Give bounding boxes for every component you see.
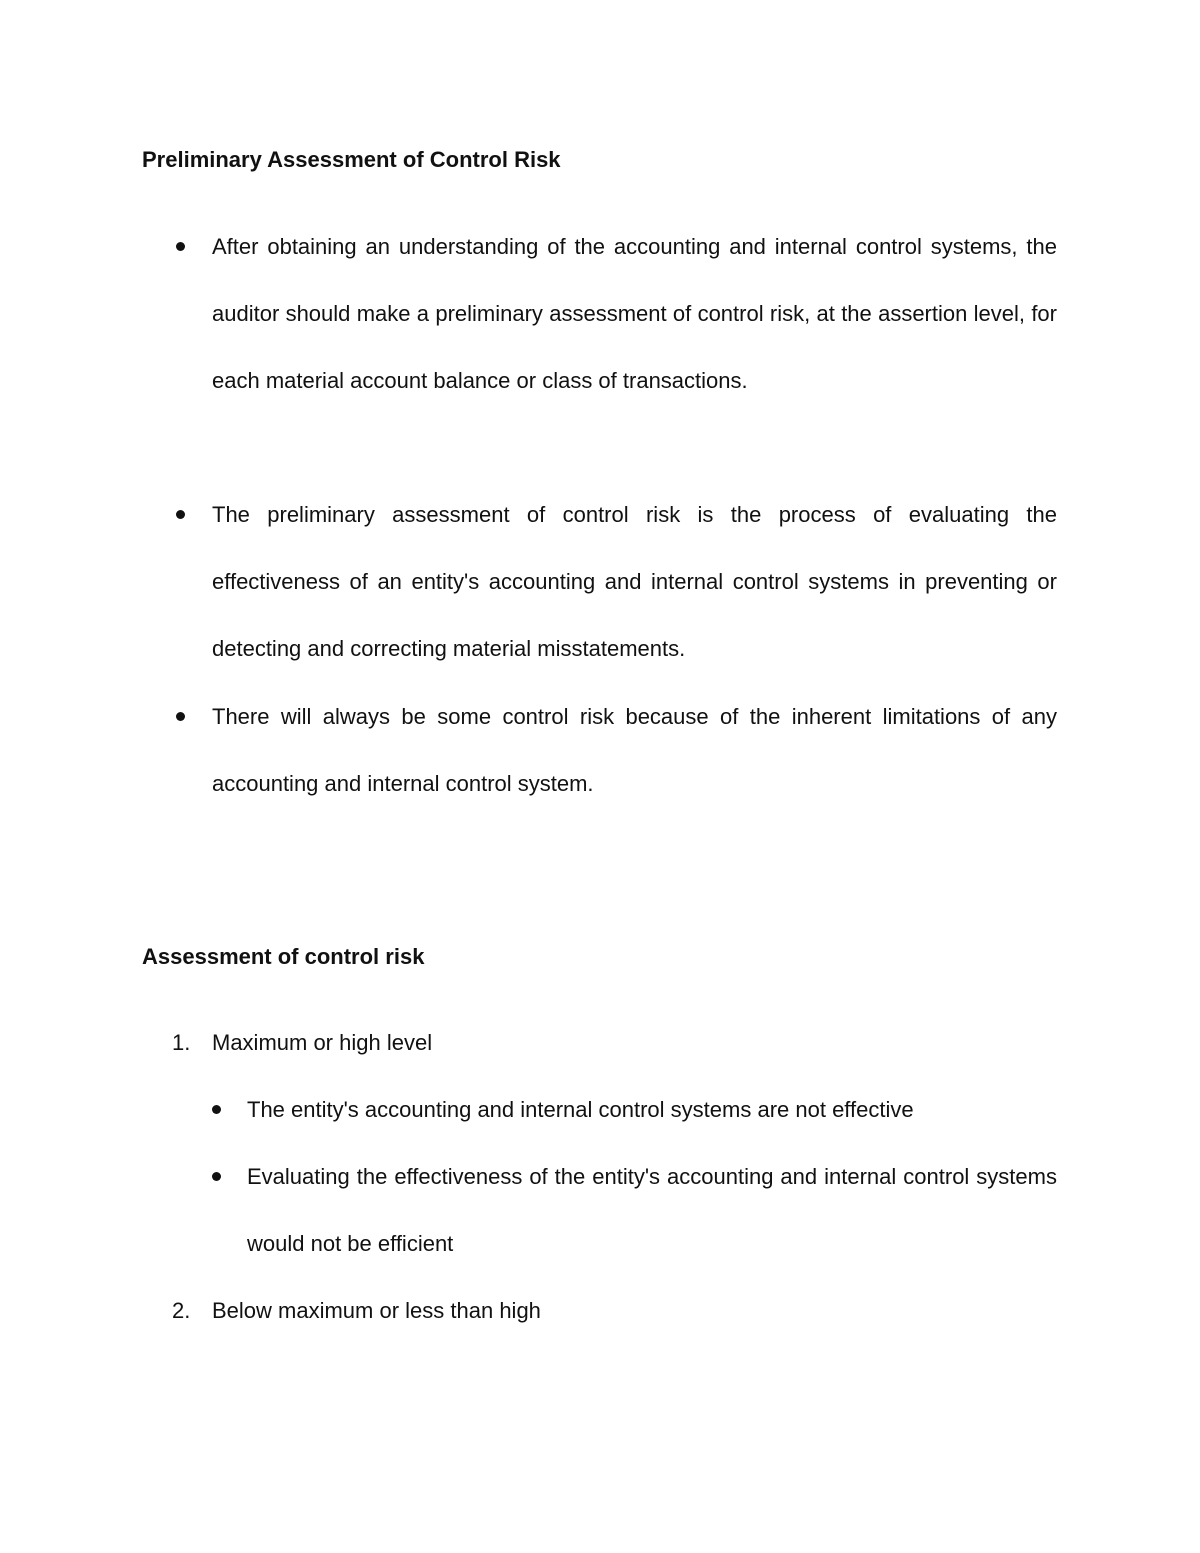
bullet-icon [176,712,185,721]
list-item: The preliminary assessment of control risk is the process of evaluating the effectiveness of an entity's accounting and internal control systems in preventing or detecting and correcting material misstatements. [212,502,1057,661]
list-number: 2. [172,1298,191,1323]
level-label: Below maximum or less than high [212,1298,541,1323]
list-number: 1. [172,1030,191,1055]
bullet-icon [176,510,185,519]
bullet-icon [212,1172,221,1181]
level-label: Maximum or high level [212,1030,433,1055]
sub-list-item: The entity's accounting and internal control systems are not effective [247,1097,914,1122]
sub-list-item: Evaluating the effectiveness of the entity's accounting and internal control systems would not be efficient [247,1164,1057,1256]
list-item: There will always be some control risk because of the inherent limitations of any accounting and internal control system. [212,704,1057,796]
section-heading-assessment: Assessment of control risk [142,944,425,969]
list-item: After obtaining an understanding of the accounting and internal control systems, the auditor should make a preliminary assessment of control risk, at the assertion level, for each material account balance or class of transactions. [212,234,1057,393]
bullet-icon [176,242,185,251]
section-heading-preliminary: Preliminary Assessment of Control Risk [142,147,561,172]
bullet-icon [212,1105,221,1114]
